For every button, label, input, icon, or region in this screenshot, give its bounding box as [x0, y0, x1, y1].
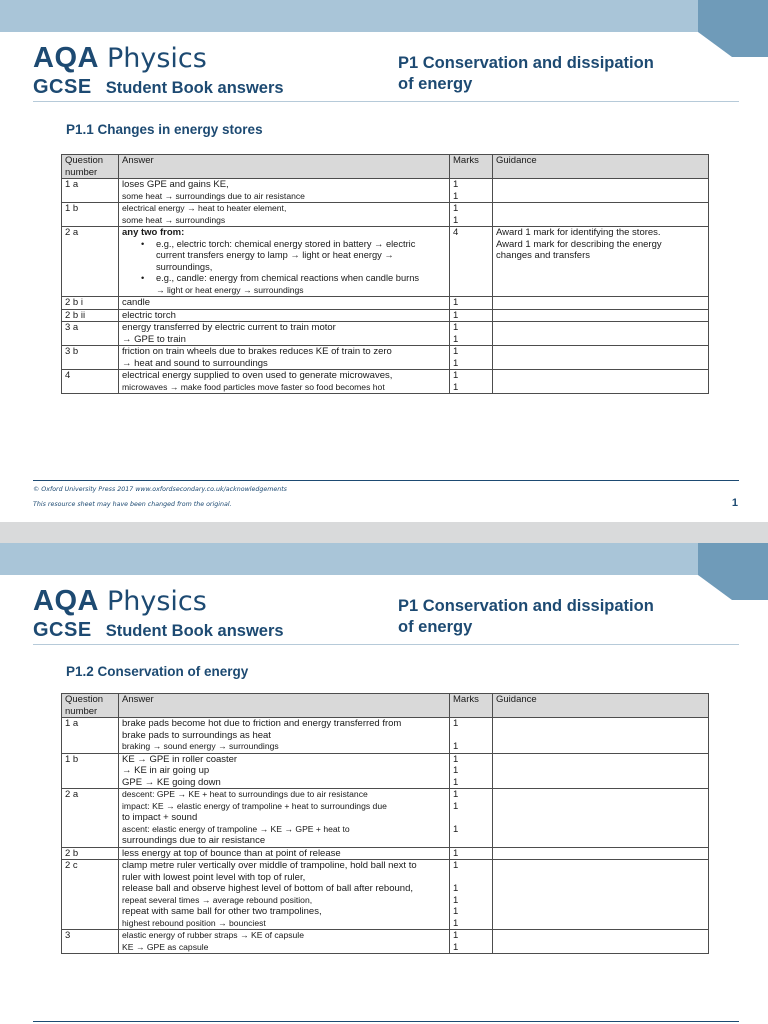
header-bar: [0, 543, 768, 575]
section-heading: P1.1 Changes in energy stores: [66, 122, 263, 137]
question-number: 3: [62, 930, 119, 954]
book-subtitle: Student Book answers: [105, 79, 284, 97]
copyright-icon: ©: [33, 486, 40, 493]
question-number: 1 b: [62, 203, 119, 227]
question-number: 3 b: [62, 346, 119, 370]
gcse-text: GCSE: [33, 76, 92, 98]
guidance-header: Guidance: [493, 694, 709, 718]
brand-logo: [33, 585, 284, 642]
chapter-title-line: of energy: [398, 618, 473, 636]
question-number: 2 c: [62, 860, 119, 930]
answer-cell: any two from: • e.g., electric torch: chemical energy stored in battery → electric current transfers energy to lamp → light or heat energy → surroundings, • e.g., candle: energy from chemical reactions when candle burns → light or heat energy → surroundings: [119, 227, 450, 297]
question-number: 2 a: [62, 227, 119, 297]
copyright-notice: © Oxford University Press 2017 www.oxfordsecondary.co.uk/acknowledgements: [33, 486, 287, 493]
header-corner-shape: [698, 0, 768, 57]
page-number: 1: [731, 497, 738, 509]
marks-cell: 1 1: [450, 203, 493, 227]
answer-cell: elastic energy of rubber straps → KE of capsule KE → GPE as capsule: [119, 930, 450, 954]
header-divider: [33, 101, 739, 102]
guidance-cell: [493, 346, 709, 370]
question-number: 1 a: [62, 718, 119, 754]
question-number: 1 a: [62, 179, 119, 203]
question-number: 2 b ii: [62, 309, 119, 322]
marks-cell: 1 1: [450, 718, 493, 754]
answers-table: [61, 693, 709, 954]
answer-cell: electrical energy supplied to oven used to generate microwaves, microwaves → make food particles move faster so food becomes hot: [119, 370, 450, 394]
question-number-header: Question number: [62, 155, 119, 179]
table-row: [62, 718, 709, 754]
table-row: [62, 297, 709, 310]
table-row: [62, 322, 709, 346]
footer-divider: [33, 1021, 739, 1022]
guidance-cell: [493, 789, 709, 848]
marks-cell: 1 1: [450, 930, 493, 954]
answer-cell: less energy at top of bounce than at point of release: [119, 847, 450, 860]
answer-cell: clamp metre ruler vertically over middle of trampoline, hold ball next to ruler with lowest point level with top of ruler, release ball and observe highest level of bottom of ball after rebound, repeat several times → average rebound position, repeat with same ball for other two trampolines, highest rebound position → bounciest: [119, 860, 450, 930]
guidance-header: Guidance: [493, 155, 709, 179]
header-bar: [0, 0, 768, 32]
header-divider: [33, 644, 739, 645]
chapter-title-line: P1 Conservation and dissipation: [398, 54, 654, 72]
chapter-title-line: of energy: [398, 75, 473, 93]
answer-cell: brake pads become hot due to friction and energy transferred from brake pads to surroundings as heat braking → sound energy → surroundings: [119, 718, 450, 754]
bullet-item: • e.g., candle: energy from chemical reactions when candle burns → light or heat energy → surroundings: [122, 273, 446, 296]
question-number: 2 a: [62, 789, 119, 848]
marks-cell: 1 1: [450, 370, 493, 394]
aqa-logo-text: AQA: [33, 585, 99, 617]
table-row: [62, 930, 709, 954]
resource-note: This resource sheet may have been changed from the original.: [33, 501, 232, 508]
answer-header: Answer: [119, 694, 450, 718]
marks-cell: 1 1: [450, 346, 493, 370]
marks-header: Marks: [450, 155, 493, 179]
guidance-cell: [493, 753, 709, 789]
table-header-row: [62, 694, 709, 718]
marks-cell: 4: [450, 227, 493, 297]
marks-cell: 1: [450, 297, 493, 310]
guidance-cell: [493, 847, 709, 860]
question-number: 2 b: [62, 847, 119, 860]
subject-text: Physics: [106, 586, 207, 617]
table-row: [62, 203, 709, 227]
table-row: [62, 346, 709, 370]
question-number: 1 b: [62, 753, 119, 789]
marks-cell: 1 1 1: [450, 789, 493, 848]
document-page-2: [0, 543, 768, 1024]
chapter-title: [398, 596, 728, 638]
guidance-cell: [493, 370, 709, 394]
guidance-cell: [493, 930, 709, 954]
book-subtitle: Student Book answers: [105, 622, 284, 640]
brand-logo: [33, 42, 284, 99]
bullet-item: • e.g., electric torch: chemical energy stored in battery → electric current transfers energy to lamp → light or heat energy → surroundings,: [122, 239, 446, 274]
guidance-cell: Award 1 mark for identifying the stores. Award 1 mark for describing the energy changes and transfers: [493, 227, 709, 297]
table-row: [62, 179, 709, 203]
answer-cell: electric torch: [119, 309, 450, 322]
marks-cell: 1 1 1 1 1: [450, 860, 493, 930]
guidance-cell: [493, 203, 709, 227]
table-header-row: [62, 155, 709, 179]
marks-cell: 1: [450, 847, 493, 860]
answer-cell: friction on train wheels due to brakes reduces KE of train to zero → heat and sound to surroundings: [119, 346, 450, 370]
marks-header: Marks: [450, 694, 493, 718]
marks-cell: 1 1 1: [450, 753, 493, 789]
answer-cell: KE → GPE in roller coaster → KE in air going up GPE → KE going down: [119, 753, 450, 789]
header-corner-shape: [698, 543, 768, 600]
answer-cell: descent: GPE → KE + heat to surroundings due to air resistance impact: KE → elastic energy of trampoline + heat to surroundings due to impact + sound ascent: elastic energy of trampoline → KE → GPE + heat to surroundings due to air resistance: [119, 789, 450, 848]
aqa-logo-text: AQA: [33, 42, 99, 74]
chapter-title-line: P1 Conservation and dissipation: [398, 597, 654, 615]
answers-table: [61, 154, 709, 394]
section-heading: P1.2 Conservation of energy: [66, 664, 249, 679]
table-row: [62, 847, 709, 860]
guidance-cell: [493, 309, 709, 322]
guidance-cell: [493, 718, 709, 754]
marks-cell: 1: [450, 309, 493, 322]
answer-cell: energy transferred by electric current to train motor → GPE to train: [119, 322, 450, 346]
answer-cell: loses GPE and gains KE, some heat → surroundings due to air resistance: [119, 179, 450, 203]
guidance-cell: [493, 179, 709, 203]
table-row: [62, 753, 709, 789]
chapter-title: [398, 53, 728, 95]
table-row: [62, 370, 709, 394]
answer-cell: electrical energy → heat to heater element, some heat → surroundings: [119, 203, 450, 227]
table-row: [62, 227, 709, 297]
footer-divider: [33, 480, 739, 481]
guidance-cell: [493, 322, 709, 346]
answer-header: Answer: [119, 155, 450, 179]
guidance-cell: [493, 297, 709, 310]
marks-cell: 1 1: [450, 322, 493, 346]
question-number: 3 a: [62, 322, 119, 346]
marks-cell: 1 1: [450, 179, 493, 203]
answer-cell: candle: [119, 297, 450, 310]
table-row: [62, 789, 709, 848]
question-number: 2 b i: [62, 297, 119, 310]
table-row: [62, 860, 709, 930]
question-number: 4: [62, 370, 119, 394]
question-number-header: Question number: [62, 694, 119, 718]
guidance-cell: [493, 860, 709, 930]
gcse-text: GCSE: [33, 619, 92, 641]
table-row: [62, 309, 709, 322]
subject-text: Physics: [106, 43, 207, 74]
